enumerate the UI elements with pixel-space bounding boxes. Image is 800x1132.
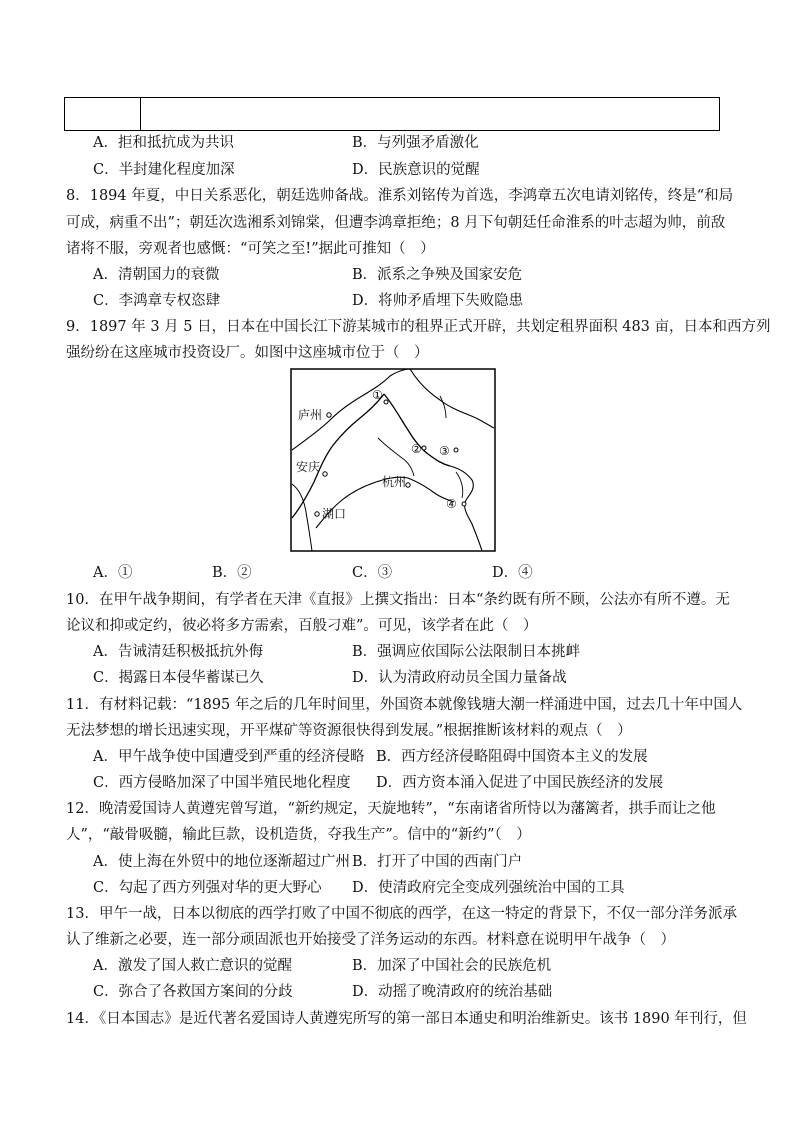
q13-option-d: D．动摇了晚清政府的统治基础 (352, 984, 553, 1000)
q12-stem-line1: 12．晚清爱国诗人黄遵宪曾写道，“新约规定，天旋地转”，“东南诸省所恃以为藩篱者，拱手而让之他 (66, 801, 716, 817)
q9-option-b: B．② (212, 565, 252, 581)
q11-stem-line1: 11．有材料记载：“1895 年之后的几年时间里，外国资本就像钱塘大潮一样涌进中国，过去几十年中国人 (66, 697, 743, 713)
q13-stem-line2: 认了维新之必要，连一部分顽固派也开始接受了洋务运动的东西。材料意在说明甲午战争（ ） (66, 932, 675, 948)
q8-option-c: C．李鸿章专权恣肆 (93, 293, 221, 309)
luzhou-dot (327, 413, 331, 417)
q12-option-b: B．打开了中国的西南门户 (352, 854, 523, 870)
q9-option-c: C．③ (352, 565, 393, 581)
point-3-dot (454, 448, 458, 452)
yangtze-delta-map (290, 368, 496, 552)
label-hukou: 湖口 (322, 507, 347, 521)
label-luzhou: 庐州 (298, 408, 323, 422)
table-divider (140, 98, 141, 130)
q8-option-b: B．派系之争殃及国家安危 (352, 267, 523, 283)
point-4-dot (462, 502, 466, 506)
anqing-dot (323, 472, 327, 476)
q14-stem-line1: 14．《日本国志》是近代著名爱国诗人黄遵宪所写的第一部日本通史和明治维新史。该书 1890 年刊行，但 (66, 1011, 747, 1027)
q10-stem-line1: 10．在甲午战争期间，有学者在天津《直报》上撰文指出：日本“条约既有所不顾，公法亦有所不遵。无 (66, 592, 730, 608)
label-hangzhou: 杭州 (382, 475, 407, 489)
q12-stem-line2: 人”，“敲骨吸髓，输此巨款，设机造货，夺我生产”。信中的“新约”（ ） (66, 827, 531, 843)
q10-option-c: C．揭露日本侵华蓄谋已久 (93, 670, 264, 686)
q8-stem-line2: 可成，病重不出”；朝廷次选湘系刘锦棠，但遭李鸿章拒绝；8 月下旬朝廷任命淮系的叶志超为帅，前敌 (66, 215, 726, 231)
q9-stem-line1: 9．1897 年 3 月 5 日，日本在中国长江下游某城市的租界正式开辟，共划定租界面积 483 亩，日本和西方列 (66, 319, 771, 335)
q12-option-a: A．使上海在外贸中的地位逐渐超过广州 (93, 854, 350, 870)
marker-4: ④ (446, 497, 457, 511)
q12-option-c: C．勾起了西方列强对华的更大野心 (93, 880, 322, 896)
q13-option-b: B．加深了中国社会的民族危机 (352, 958, 552, 974)
map-svg (290, 368, 496, 552)
marker-2: ② (411, 442, 422, 456)
q9-option-a: A．① (93, 565, 133, 581)
point-1-dot (384, 400, 388, 404)
q10-option-a: A．告诫清廷积极抵抗外侮 (93, 644, 263, 660)
q11-option-c: C．西方侵略加深了中国半殖民地化程度 (93, 775, 351, 791)
q7-option-d: D．民族意识的觉醒 (352, 162, 480, 178)
q7-option-c: C．半封建化程度加深 (93, 162, 235, 178)
map-frame (291, 369, 495, 551)
q8-option-d: D．将帅矛盾埋下失败隐患 (352, 293, 524, 309)
q12-option-d: D．使清政府完全变成列强统治中国的工具 (352, 880, 625, 896)
q10-stem-line2: 论议和抑或定约，彼必将多方需索，百般刁难”。可见，该学者在此（ ） (66, 618, 538, 634)
q11-option-a: A．甲午战争使中国遭受到严重的经济侵略 (93, 749, 365, 765)
q8-stem-line1: 8．1894 年夏，中日关系恶化，朝廷选帅备战。淮系刘铭传为首选，李鸿章五次电请刘铭传，终是“和局 (66, 188, 734, 204)
q10-option-d: D．认为清政府动员全国力量备战 (352, 670, 567, 686)
q9-stem-line2: 强纷纷在这座城市投资设厂。如图中这座城市位于（ ） (66, 345, 429, 361)
hukou-dot (315, 512, 319, 516)
q11-stem-line2: 无法梦想的增长迅速实现，开平煤矿等资源很快得到发展。”根据推断该材料的观点（ ） (66, 723, 632, 739)
label-anqing: 安庆 (296, 460, 321, 474)
q13-option-a: A．激发了国人救亡意识的觉醒 (93, 958, 292, 974)
q11-option-d: D．西方资本涌入促进了中国民族经济的发展 (376, 775, 664, 791)
top-table (64, 97, 720, 131)
point-2-dot (422, 446, 426, 450)
hangzhou-dot (406, 483, 410, 487)
marker-3: ③ (439, 444, 450, 458)
q9-option-d: D．④ (492, 565, 533, 581)
q8-stem-line3: 诸将不服，旁观者也感慨：“可笑之至!”据此可推知（ ） (66, 241, 435, 257)
q11-option-b: B．西方经济侵略阻碍中国资本主义的发展 (376, 749, 648, 765)
q7-option-a: A．拒和抵抗成为共识 (93, 135, 234, 151)
q10-option-b: B．强调应依国际公法限制日本挑衅 (352, 644, 581, 660)
q13-stem-line1: 13．甲午一战，日本以彻底的西学打败了中国不彻底的西学，在这一特定的背景下，不仅一部分洋务派承 (66, 906, 737, 922)
q13-option-c: C．弥合了各救国方案间的分歧 (93, 984, 293, 1000)
q7-option-b: B．与列强矛盾激化 (352, 135, 479, 151)
q8-option-a: A．清朝国力的衰微 (93, 267, 220, 283)
marker-1: ① (372, 388, 383, 402)
